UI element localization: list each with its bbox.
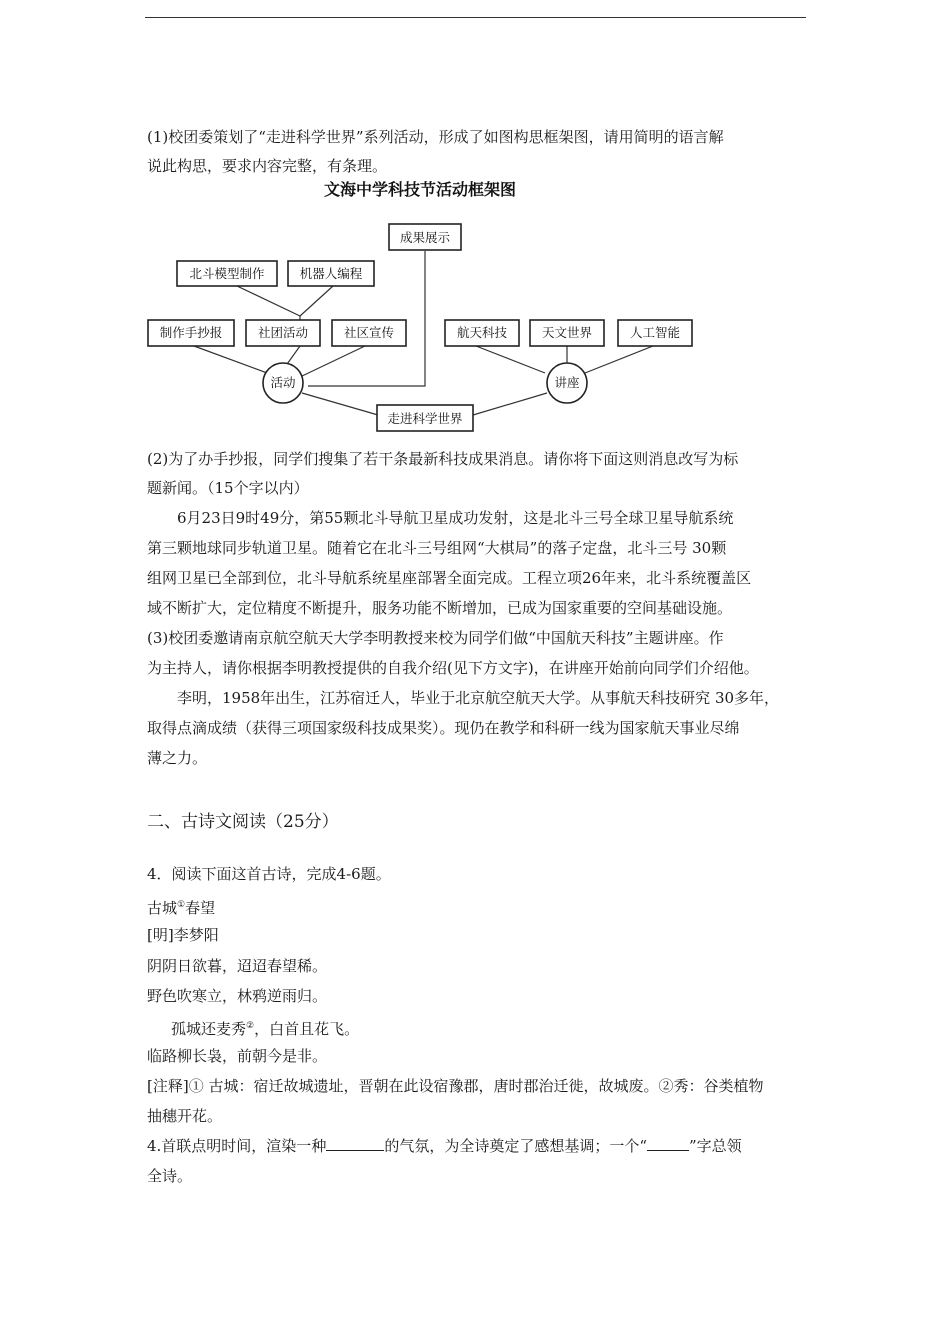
- svg-text:成果展示: 成果展示: [399, 230, 451, 245]
- node-robot-programming: [288, 261, 374, 286]
- answer-blank-atmosphere[interactable]: [326, 1136, 384, 1151]
- header-rule: [145, 17, 806, 18]
- question-3-2-line-2: 题新闻。（15个字以内）: [147, 479, 309, 497]
- poem-notes-line-2: 抽穗开花。: [147, 1107, 223, 1125]
- news-line-2: 第三颗地球同步轨道卫星。随着它在北斗三号组网“大棋局”的落子定盘，北斗三号 30颗: [147, 539, 727, 557]
- poem-line-1: 阴阴日欲暮，迢迢春望稀。: [147, 957, 328, 975]
- diagram-title: 文海中学科技节活动框架图: [323, 180, 517, 199]
- node-club-activity: [246, 320, 320, 346]
- svg-text:讲座: 讲座: [554, 375, 580, 390]
- node-activity: [263, 363, 303, 403]
- node-lecture: [547, 363, 587, 403]
- poem-line-2: 野色吹寒立，林鸦逆雨归。: [147, 987, 328, 1005]
- activity-framework-diagram: [140, 175, 700, 440]
- node-community-promotion: [332, 320, 406, 346]
- node-astronomy-world: [530, 320, 604, 346]
- intro-line-2: 取得点滴成绩（获得三项国家级科技成果奖）。现仍在教学和科研一线为国家航天事业尽绵: [147, 719, 740, 737]
- question-3-3-line-2: 为主持人，请你根据李明教授提供的自我介绍(见下方文字)，在讲座开始前向同学们介绍他。: [147, 659, 759, 677]
- svg-text:人工智能: 人工智能: [629, 325, 681, 340]
- svg-text:北斗模型制作: 北斗模型制作: [189, 266, 265, 281]
- poem-line-4: 临路柳长袅，前朝今是非。: [147, 1047, 328, 1065]
- svg-text:天文世界: 天文世界: [541, 325, 593, 340]
- node-science-world: [377, 405, 473, 431]
- news-line-1: 6月23日9时49分，第55颗北斗导航卫星成功发射，这是北斗三号全球卫星导航系统: [177, 509, 734, 527]
- poem-title: 古城①春望: [147, 899, 216, 917]
- intro-line-1: 李明，1958年出生，江苏宿迁人，毕业于北京航空航天大学。从事航天科技研究 30多年，: [177, 689, 780, 707]
- section-2-heading: 二、古诗文阅读（25分）: [147, 812, 339, 832]
- node-beidou-model: [177, 261, 277, 286]
- answer-blank-key-word[interactable]: [647, 1136, 689, 1151]
- question-4-line-2: 全诗。: [147, 1167, 193, 1185]
- intro-line-3: 薄之力。: [147, 749, 208, 767]
- svg-text:社区宣传: 社区宣传: [343, 325, 395, 340]
- node-handout: [148, 320, 234, 346]
- question-3-1-line-1: (1)校团委策划了“走进科学世界”系列活动，形成了如图构思框架图，请用简明的语言解: [147, 128, 724, 146]
- news-line-3: 组网卫星已全部到位，北斗导航系统星座部署全面完成。工程立项26年来，北斗系统覆盖区: [147, 569, 752, 587]
- svg-text:制作手抄报: 制作手抄报: [159, 325, 223, 340]
- node-aerospace-tech: [445, 320, 519, 346]
- svg-text:活动: 活动: [270, 375, 296, 390]
- poem-line-3: 孤城还麦秀②，白首且花飞。: [171, 1020, 360, 1038]
- svg-text:机器人编程: 机器人编程: [299, 266, 363, 281]
- question-4-line-1: 4.首联点明时间，渲染一种 的气氛，为全诗奠定了感想基调；一个“ ”字总领: [147, 1137, 742, 1155]
- question-3-1-line-2: 说此构思，要求内容完整，有条理。: [147, 157, 388, 175]
- poem-author: [明]李梦阳: [147, 926, 219, 944]
- poem-notes-line-1: [注释]① 古城：宿迁故城遗址，晋朝在此设宿豫郡，唐时郡治迁徙，故城废。②秀：谷类植物: [147, 1077, 764, 1095]
- svg-text:航天科技: 航天科技: [456, 325, 508, 340]
- node-artificial-intelligence: [618, 320, 692, 346]
- svg-text:社团活动: 社团活动: [257, 325, 309, 340]
- svg-text:走进科学世界: 走进科学世界: [387, 411, 463, 426]
- node-results-display: [389, 224, 461, 250]
- question-3-2-line-1: (2)为了办手抄报，同学们搜集了若干条最新科技成果消息。请你将下面这则消息改写为标: [147, 450, 739, 468]
- news-line-4: 域不断扩大，定位精度不断提升，服务功能不断增加，已成为国家重要的空间基础设施。: [147, 599, 733, 617]
- question-3-3-line-1: (3)校团委邀请南京航空航天大学李明教授来校为同学们做“中国航天科技”主题讲座。作: [147, 629, 724, 647]
- poem-instruction: 4．阅读下面这首古诗，完成4-6题。: [147, 865, 391, 883]
